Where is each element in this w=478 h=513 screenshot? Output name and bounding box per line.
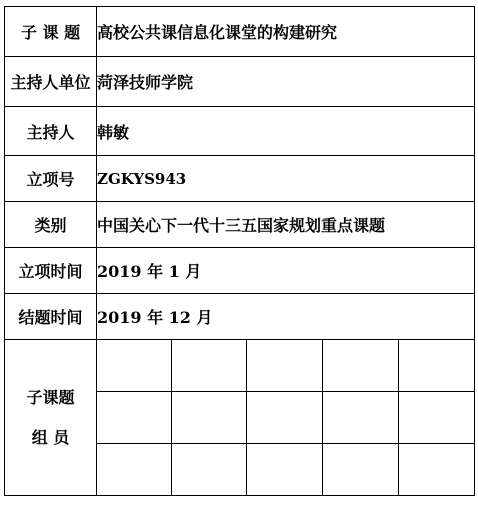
host-unit-value: 菏泽技师学院 xyxy=(97,57,475,107)
start-time-label: 立项时间 xyxy=(5,248,97,294)
member-row-1 xyxy=(5,340,475,392)
member-cell xyxy=(97,444,172,496)
member-cell xyxy=(172,444,247,496)
end-time-value: 2019 年 12 月 xyxy=(97,294,475,340)
member-cell xyxy=(97,392,172,444)
member-cell xyxy=(172,340,247,392)
member-cell xyxy=(323,444,399,496)
info-table xyxy=(4,6,475,496)
project-info-form xyxy=(4,6,474,506)
member-cell xyxy=(247,392,323,444)
member-cell xyxy=(323,340,399,392)
row-host xyxy=(5,107,475,156)
member-cell xyxy=(399,392,475,444)
host-unit-label: 主持人单位 xyxy=(5,57,97,107)
members-label xyxy=(5,340,97,496)
member-cell xyxy=(97,340,172,392)
member-cell xyxy=(399,340,475,392)
row-subject xyxy=(5,7,475,57)
members-label-line2: 组 员 xyxy=(31,427,70,447)
row-host-unit xyxy=(5,57,475,107)
subject-label: 子 课 题 xyxy=(5,7,97,57)
row-project-no xyxy=(5,156,475,202)
members-label-line1: 子课题 xyxy=(26,387,75,407)
category-value: 中国关心下一代十三五国家规划重点课题 xyxy=(97,202,475,248)
category-label: 类别 xyxy=(5,202,97,248)
member-cell xyxy=(247,444,323,496)
member-cell xyxy=(172,392,247,444)
host-label: 主持人 xyxy=(5,107,97,156)
project-no-value: ZGKYS943 xyxy=(97,156,475,202)
host-value: 韩敏 xyxy=(97,107,475,156)
row-start-time xyxy=(5,248,475,294)
row-end-time xyxy=(5,294,475,340)
row-category xyxy=(5,202,475,248)
member-cell xyxy=(399,444,475,496)
start-time-value: 2019 年 1 月 xyxy=(97,248,475,294)
project-no-label: 立项号 xyxy=(5,156,97,202)
end-time-label: 结题时间 xyxy=(5,294,97,340)
member-cell xyxy=(323,392,399,444)
subject-value: 高校公共课信息化课堂的构建研究 xyxy=(97,7,475,57)
member-cell xyxy=(247,340,323,392)
